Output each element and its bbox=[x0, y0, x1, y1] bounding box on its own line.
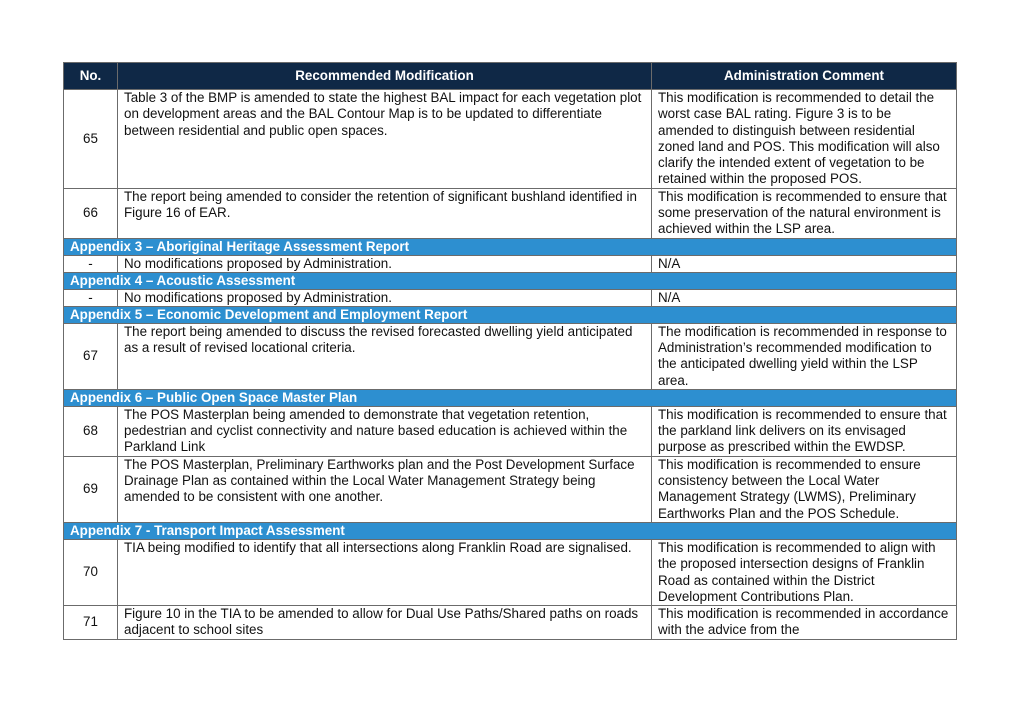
administration-comment-cell: This modification is recommended to ensure that some preservation of the natural environment is achieved within the LSP area. bbox=[652, 188, 957, 238]
table-row bbox=[64, 406, 957, 456]
header-no: No. bbox=[64, 63, 118, 90]
row-number: 65 bbox=[64, 90, 118, 189]
recommended-modification-cell: The report being amended to discuss the revised forecasted dwelling yield anticipated as a result of revised locational criteria. bbox=[118, 323, 652, 389]
row-number: 70 bbox=[64, 539, 118, 605]
section-header-row bbox=[64, 272, 957, 289]
recommended-modification-cell: No modifications proposed by Administration. bbox=[118, 255, 652, 272]
table-row bbox=[64, 90, 957, 189]
administration-comment-cell: This modification is recommended to ensure that the parkland link delivers on its envisaged purpose as prescribed within the EWDSP. bbox=[652, 406, 957, 456]
section-title: Appendix 7 - Transport Impact Assessment bbox=[64, 522, 957, 539]
section-header-row bbox=[64, 389, 957, 406]
table-row bbox=[64, 606, 957, 640]
row-number: 66 bbox=[64, 188, 118, 238]
row-number: 68 bbox=[64, 406, 118, 456]
recommended-modification-cell: The POS Masterplan, Preliminary Earthworks plan and the Post Development Surface Drainage Plan as contained within the Local Water Management Strategy being amended to be consistent with one another. bbox=[118, 456, 652, 522]
administration-comment-cell: The modification is recommended in response to Administration’s recommended modification to the anticipated dwelling yield within the LSP area. bbox=[652, 323, 957, 389]
table-row bbox=[64, 255, 957, 272]
modifications-table bbox=[63, 62, 957, 640]
row-number: 71 bbox=[64, 606, 118, 640]
section-header-row bbox=[64, 306, 957, 323]
table-row bbox=[64, 456, 957, 522]
table-row bbox=[64, 539, 957, 605]
table-row bbox=[64, 188, 957, 238]
row-number: - bbox=[64, 255, 118, 272]
row-number: 69 bbox=[64, 456, 118, 522]
table-header-row bbox=[64, 63, 957, 90]
row-number: - bbox=[64, 289, 118, 306]
section-title: Appendix 6 – Public Open Space Master Plan bbox=[64, 389, 957, 406]
administration-comment-cell: This modification is recommended to align with the proposed intersection designs of Franklin Road as contained within the District Development Contributions Plan. bbox=[652, 539, 957, 605]
section-title: Appendix 5 – Economic Development and Employment Report bbox=[64, 306, 957, 323]
administration-comment-cell: N/A bbox=[652, 255, 957, 272]
header-recommended-modification: Recommended Modification bbox=[118, 63, 652, 90]
section-title: Appendix 4 – Acoustic Assessment bbox=[64, 272, 957, 289]
recommended-modification-cell: Table 3 of the BMP is amended to state the highest BAL impact for each vegetation plot on development areas and the BAL Contour Map is to be updated to differentiate between residential and public open spaces. bbox=[118, 90, 652, 189]
table-row bbox=[64, 323, 957, 389]
administration-comment-cell: This modification is recommended to detail the worst case BAL rating. Figure 3 is to be amended to distinguish between residential zoned land and POS. This modification will also clarify the intended extent of vegetation to be retained within the proposed POS. bbox=[652, 90, 957, 189]
recommended-modification-cell: No modifications proposed by Administration. bbox=[118, 289, 652, 306]
table-row bbox=[64, 289, 957, 306]
section-header-row bbox=[64, 522, 957, 539]
recommended-modification-cell: Figure 10 in the TIA to be amended to allow for Dual Use Paths/Shared paths on roads adjacent to school sites bbox=[118, 606, 652, 640]
recommended-modification-cell: The report being amended to consider the retention of significant bushland identified in Figure 16 of EAR. bbox=[118, 188, 652, 238]
administration-comment-cell: This modification is recommended in accordance with the advice from the bbox=[652, 606, 957, 640]
recommended-modification-cell: The POS Masterplan being amended to demonstrate that vegetation retention, pedestrian and cyclist connectivity and nature based education is achieved within the Parkland Link bbox=[118, 406, 652, 456]
section-header-row bbox=[64, 238, 957, 255]
header-administration-comment: Administration Comment bbox=[652, 63, 957, 90]
recommended-modification-cell: TIA being modified to identify that all intersections along Franklin Road are signalised. bbox=[118, 539, 652, 605]
administration-comment-cell: This modification is recommended to ensure consistency between the Local Water Management Strategy (LWMS), Preliminary Earthworks Plan and the POS Schedule. bbox=[652, 456, 957, 522]
administration-comment-cell: N/A bbox=[652, 289, 957, 306]
section-title: Appendix 3 – Aboriginal Heritage Assessment Report bbox=[64, 238, 957, 255]
row-number: 67 bbox=[64, 323, 118, 389]
